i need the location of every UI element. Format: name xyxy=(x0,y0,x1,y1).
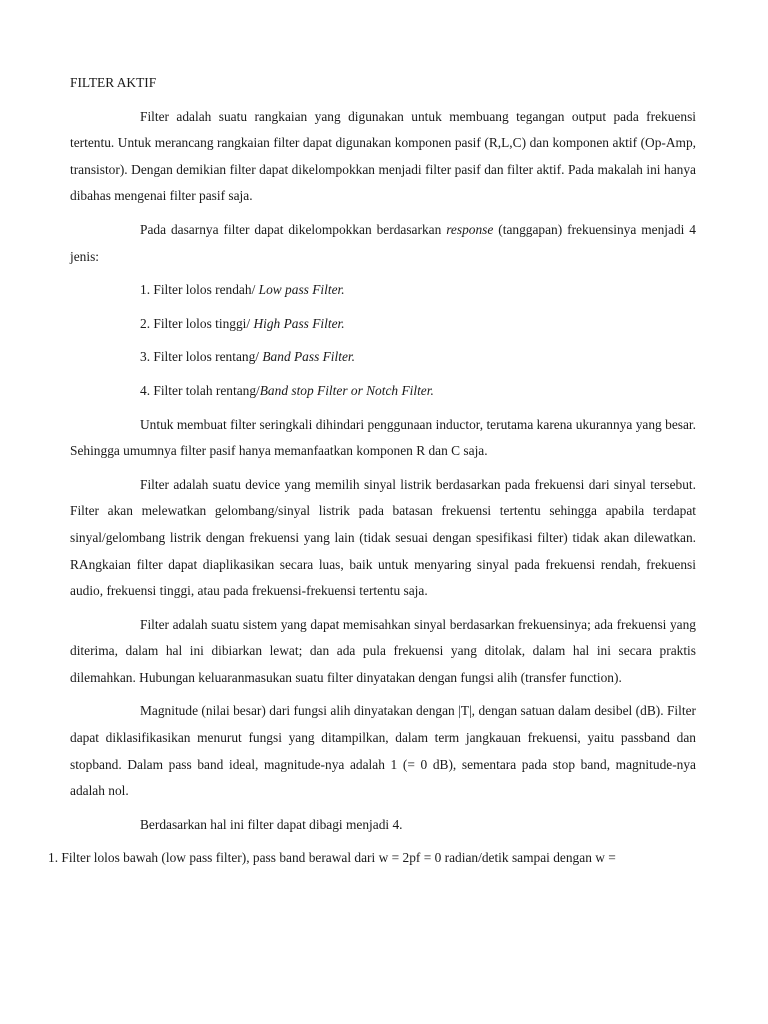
document-title: FILTER AKTIF xyxy=(70,75,157,90)
list-item-low-pass xyxy=(70,277,696,304)
paragraph-magnitude: Magnitude (nilai besar) dari fungsi alih dinyatakan dengan |T|, dengan satuan dalam desibel (dB). Filter dapat diklasifikasikan menurut fungsi yang ditampilkan, dalam term jangkauan frekuensi, yaitu passband dan stopband. Dalam pass band ideal, magnitude-nya adalah 1 (= 0 dB), sementara pada stop band, magnitude-nya adalah nol. xyxy=(70,703,696,799)
list-item-italic: Band Pass Filter. xyxy=(262,349,355,365)
paragraph-system: Filter adalah suatu sistem yang dapat memisahkan sinyal berdasarkan frekuensinya; ada frekuensi yang diterima, dalam hal ini dibiarkan lewat; dan ada pula frekuensi yang ditolak, dalam hal ini secara praktis dilemahkan. Hubungan keluaranmasukan suatu filter dinyatakan dengan fungsi alih (transfer function). xyxy=(70,616,696,685)
paragraph-division: Berdasarkan hal ini filter dapat dibagi menjadi 4. xyxy=(140,816,403,832)
paragraph-inductor: Untuk membuat filter seringkali dihindari penggunaan inductor, terutama karena ukurannya yang besar. Sehingga umumnya filter pasif hanya memanfaatkan komponen R dan C saja. xyxy=(70,416,696,459)
paragraph-response-italic: response xyxy=(446,221,494,237)
list-item-italic: Low pass Filter. xyxy=(258,282,345,298)
paragraph-response-after: (tanggapan) frekuensinya menjadi 4 jenis: xyxy=(70,221,696,264)
paragraph-response xyxy=(70,217,696,270)
list-item-band-stop xyxy=(70,378,696,405)
list-item-italic: High Pass Filter. xyxy=(253,315,345,331)
paragraph-intro: Filter adalah suatu rangkaian yang digunakan untuk membuang tegangan output pada frekuensi tertentu. Untuk merancang rangkaian filter dapat digunakan komponen pasif (R,L,C) dan komponen aktif (Op-Amp, transistor). Dengan demikian filter dapat dikelompokkan menjadi filter pasif dan filter aktif. Pada makalah ini hanya dibahas mengenai filter pasif saja. xyxy=(70,108,696,204)
list-item-high-pass xyxy=(70,311,696,338)
list-item-prefix: 1. Filter lolos rendah/ xyxy=(140,282,259,298)
paragraph-low-pass-definition: 1. Filter lolos bawah (low pass filter), pass band berawal dari w = 2pf = 0 radian/detik sampai dengan w = xyxy=(48,850,616,866)
list-item-prefix: 2. Filter lolos tinggi/ xyxy=(140,315,254,331)
paragraph-response-before: Pada dasarnya filter dapat dikelompokkan berdasarkan xyxy=(140,221,447,237)
paragraph-device: Filter adalah suatu device yang memilih sinyal listrik berdasarkan pada frekuensi dari sinyal tersebut. Filter akan melewatkan gelombang/sinyal listrik pada batasan frekuensi tertentu sehingga apabila terdapat sinyal/gelombang listrik dengan frekuensi yang lain (tidak sesuai dengan spesifikasi filter) tidak akan dilewatkan. RAngkaian filter dapat diaplikasikan secara luas, baik untuk menyaring sinyal pada frekuensi rendah, frekuensi audio, frekuensi tinggi, atau pada frekuensi-frekuensi tertentu saja. xyxy=(70,476,696,599)
list-item-band-pass xyxy=(70,344,696,371)
list-item-prefix: 4. Filter tolah rentang/ xyxy=(140,382,260,398)
list-item-prefix: 3. Filter lolos rentang/ xyxy=(140,349,263,365)
list-item-italic: Band stop Filter or Notch Filter. xyxy=(259,382,434,398)
